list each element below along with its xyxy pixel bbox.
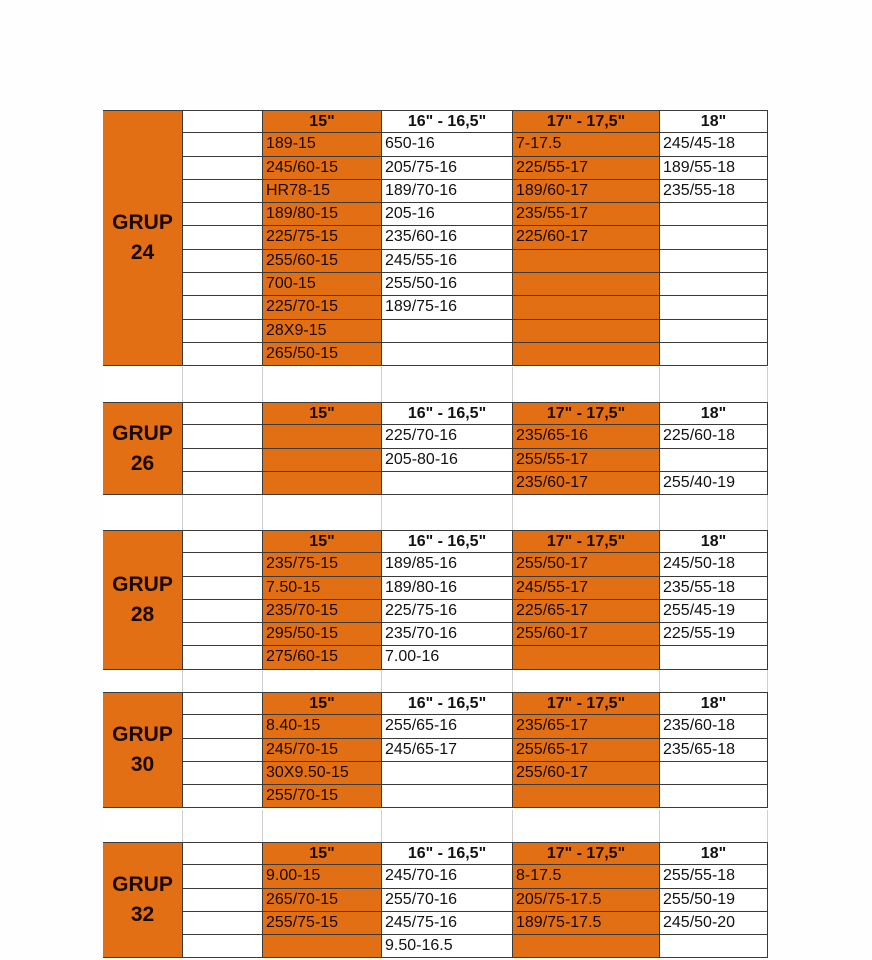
tire-size-cell bbox=[382, 762, 513, 785]
column-header: 16" - 16,5" bbox=[382, 692, 513, 715]
tire-size-cell: 7-17.5 bbox=[513, 133, 660, 156]
column-header: 18" bbox=[660, 692, 768, 715]
column-header: 15" bbox=[263, 530, 382, 553]
blank-cell bbox=[183, 157, 263, 180]
tire-size-cell bbox=[660, 320, 768, 343]
tire-size-cell: 7.50-15 bbox=[263, 577, 382, 600]
column-header: 18" bbox=[660, 530, 768, 553]
tire-size-cell: 255/75-15 bbox=[263, 912, 382, 935]
column-header: 16" - 16,5" bbox=[382, 530, 513, 553]
column-header: 17" - 17,5" bbox=[513, 110, 660, 133]
blank-cell bbox=[183, 785, 263, 808]
blank-cell bbox=[183, 226, 263, 249]
tire-size-cell: 275/60-15 bbox=[263, 646, 382, 669]
tire-size-cell bbox=[513, 250, 660, 273]
blank-cell bbox=[183, 425, 263, 448]
column-header: 16" - 16,5" bbox=[382, 110, 513, 133]
tire-size-cell: 235/60-18 bbox=[660, 715, 768, 738]
blank-cell bbox=[183, 577, 263, 600]
tire-size-cell bbox=[263, 425, 382, 448]
tire-size-cell: 225/75-15 bbox=[263, 226, 382, 249]
tire-size-cell: 265/50-15 bbox=[263, 343, 382, 366]
group-label-number: 26 bbox=[130, 451, 155, 475]
tire-size-cell bbox=[382, 343, 513, 366]
column-header: 17" - 17,5" bbox=[513, 530, 660, 553]
group-label-number: 28 bbox=[130, 602, 155, 626]
group-label bbox=[103, 402, 183, 495]
tire-size-cell bbox=[660, 785, 768, 808]
tire-size-cell: 205-16 bbox=[382, 203, 513, 226]
blank-cell bbox=[183, 472, 263, 495]
blank-cell bbox=[183, 553, 263, 576]
tire-size-cell: 225/70-15 bbox=[263, 296, 382, 319]
group-label-word: GRUP bbox=[112, 211, 173, 235]
tire-size-cell: 700-15 bbox=[263, 273, 382, 296]
tire-size-cell: 205/75-16 bbox=[382, 157, 513, 180]
tire-size-cell bbox=[513, 646, 660, 669]
blank-cell bbox=[183, 623, 263, 646]
tire-size-cell: 189/75-17.5 bbox=[513, 912, 660, 935]
spacer-row bbox=[103, 367, 768, 402]
tire-size-cell bbox=[513, 343, 660, 366]
tire-size-cell bbox=[513, 273, 660, 296]
tire-size-cell: 255/45-19 bbox=[660, 600, 768, 623]
column-header: 17" - 17,5" bbox=[513, 692, 660, 715]
group-label bbox=[103, 842, 183, 958]
tire-size-cell: 189/85-16 bbox=[382, 553, 513, 576]
tire-size-cell: 245/45-18 bbox=[660, 133, 768, 156]
blank-cell bbox=[183, 133, 263, 156]
column-header: 15" bbox=[263, 842, 382, 865]
group-label-word: GRUP bbox=[112, 421, 173, 445]
tire-size-cell: HR78-15 bbox=[263, 180, 382, 203]
column-header: 15" bbox=[263, 110, 382, 133]
column-header: 16" - 16,5" bbox=[382, 842, 513, 865]
blank-cell bbox=[183, 935, 263, 958]
spacer-cell bbox=[103, 495, 183, 530]
tire-size-cell: 225/60-17 bbox=[513, 226, 660, 249]
group-label-number: 32 bbox=[130, 903, 155, 927]
spacer-cell bbox=[513, 495, 660, 530]
tire-size-cell: 255/65-16 bbox=[382, 715, 513, 738]
spacer-cell bbox=[513, 670, 660, 692]
tire-size-cell bbox=[513, 785, 660, 808]
spacer-cell bbox=[183, 810, 263, 842]
tire-size-cell: 235/60-16 bbox=[382, 226, 513, 249]
blank-cell bbox=[183, 530, 263, 553]
tire-size-cell: 255/60-15 bbox=[263, 250, 382, 273]
column-header: 18" bbox=[660, 402, 768, 425]
spacer-row bbox=[103, 670, 768, 692]
group-label bbox=[103, 692, 183, 808]
tire-size-cell bbox=[660, 935, 768, 958]
column-header: 16" - 16,5" bbox=[382, 402, 513, 425]
tire-size-cell: 245/55-16 bbox=[382, 250, 513, 273]
tire-size-cell: 9.00-15 bbox=[263, 865, 382, 888]
tire-size-cell: 255/40-19 bbox=[660, 472, 768, 495]
tire-size-cell: 650-16 bbox=[382, 133, 513, 156]
blank-cell bbox=[183, 692, 263, 715]
spacer-cell bbox=[660, 495, 768, 530]
blank-cell bbox=[183, 715, 263, 738]
tire-size-cell: 225/70-16 bbox=[382, 425, 513, 448]
tire-size-cell: 255/50-16 bbox=[382, 273, 513, 296]
column-header: 18" bbox=[660, 110, 768, 133]
tire-size-cell: 235/65-18 bbox=[660, 739, 768, 762]
tire-size-cell: 255/70-16 bbox=[382, 889, 513, 912]
spacer-cell bbox=[103, 367, 183, 402]
spacer-cell bbox=[263, 670, 382, 692]
spacer-cell bbox=[382, 367, 513, 402]
blank-cell bbox=[183, 600, 263, 623]
tire-size-cell: 235/65-16 bbox=[513, 425, 660, 448]
tire-size-cell: 205/75-17.5 bbox=[513, 889, 660, 912]
blank-cell bbox=[183, 296, 263, 319]
tire-size-cell bbox=[660, 449, 768, 472]
spacer-cell bbox=[183, 367, 263, 402]
tire-size-cell: 225/55-17 bbox=[513, 157, 660, 180]
blank-cell bbox=[183, 343, 263, 366]
blank-cell bbox=[183, 449, 263, 472]
spacer-cell bbox=[660, 367, 768, 402]
group-block-1 bbox=[103, 402, 768, 495]
tire-size-cell: 225/55-19 bbox=[660, 623, 768, 646]
group-label-word: GRUP bbox=[112, 572, 173, 596]
tire-size-cell: 255/55-17 bbox=[513, 449, 660, 472]
tire-size-cell: 189/55-18 bbox=[660, 157, 768, 180]
tire-size-cell: 245/70-16 bbox=[382, 865, 513, 888]
blank-cell bbox=[183, 889, 263, 912]
tire-size-cell bbox=[660, 226, 768, 249]
tire-size-cell: 235/55-17 bbox=[513, 203, 660, 226]
tire-size-cell: 235/55-18 bbox=[660, 180, 768, 203]
column-header: 15" bbox=[263, 692, 382, 715]
tire-size-cell bbox=[660, 273, 768, 296]
spacer-cell bbox=[263, 810, 382, 842]
spacer-cell bbox=[382, 670, 513, 692]
tire-size-cell: 255/65-17 bbox=[513, 739, 660, 762]
blank-cell bbox=[183, 646, 263, 669]
tire-size-cell bbox=[382, 320, 513, 343]
spacer-cell bbox=[263, 367, 382, 402]
group-label-word: GRUP bbox=[112, 873, 173, 897]
tire-size-cell bbox=[382, 785, 513, 808]
tire-size-cell: 189/70-16 bbox=[382, 180, 513, 203]
tire-size-cell: 7.00-16 bbox=[382, 646, 513, 669]
tire-size-cell: 8.40-15 bbox=[263, 715, 382, 738]
tire-size-cell: 189/80-16 bbox=[382, 577, 513, 600]
tire-size-cell bbox=[513, 296, 660, 319]
spacer-cell bbox=[382, 495, 513, 530]
blank-cell bbox=[183, 865, 263, 888]
tire-size-cell bbox=[660, 646, 768, 669]
blank-cell bbox=[183, 273, 263, 296]
spacer-cell bbox=[103, 670, 183, 692]
tire-size-cell bbox=[660, 343, 768, 366]
tire-size-cell: 235/70-15 bbox=[263, 600, 382, 623]
tire-size-cell bbox=[263, 449, 382, 472]
tire-size-cell: 255/60-17 bbox=[513, 623, 660, 646]
tire-size-cell bbox=[513, 935, 660, 958]
blank-cell bbox=[183, 739, 263, 762]
spacer-cell bbox=[183, 670, 263, 692]
tire-size-cell: 189/75-16 bbox=[382, 296, 513, 319]
blank-cell bbox=[183, 912, 263, 935]
spacer-row bbox=[103, 495, 768, 530]
tire-size-cell: 295/50-15 bbox=[263, 623, 382, 646]
spacer-cell bbox=[263, 495, 382, 530]
spacer-cell bbox=[660, 670, 768, 692]
tire-size-cell: 255/50-17 bbox=[513, 553, 660, 576]
tire-size-cell: 235/65-17 bbox=[513, 715, 660, 738]
group-block-4 bbox=[103, 842, 768, 958]
group-label-number: 24 bbox=[130, 241, 155, 265]
blank-cell bbox=[183, 250, 263, 273]
spacer-cell bbox=[513, 367, 660, 402]
tire-size-cell: 189-15 bbox=[263, 133, 382, 156]
tire-size-cell: 245/55-17 bbox=[513, 577, 660, 600]
column-header: 18" bbox=[660, 842, 768, 865]
column-header: 15" bbox=[263, 402, 382, 425]
tire-size-cell bbox=[660, 203, 768, 226]
tire-size-cell bbox=[263, 935, 382, 958]
group-label-word: GRUP bbox=[112, 723, 173, 747]
tire-size-cell bbox=[263, 472, 382, 495]
group-label bbox=[103, 530, 183, 670]
group-label bbox=[103, 110, 183, 366]
tire-size-cell: 245/50-20 bbox=[660, 912, 768, 935]
column-header: 17" - 17,5" bbox=[513, 402, 660, 425]
tire-size-cell: 30X9.50-15 bbox=[263, 762, 382, 785]
tire-size-cell bbox=[660, 296, 768, 319]
tire-size-cell bbox=[660, 762, 768, 785]
group-block-3 bbox=[103, 692, 768, 808]
tire-size-cell: 255/70-15 bbox=[263, 785, 382, 808]
tire-size-cell: 225/65-17 bbox=[513, 600, 660, 623]
tire-size-cell: 265/70-15 bbox=[263, 889, 382, 912]
tire-size-cell: 235/70-16 bbox=[382, 623, 513, 646]
blank-cell bbox=[183, 203, 263, 226]
tire-size-cell: 205-80-16 bbox=[382, 449, 513, 472]
tire-size-cell: 235/55-18 bbox=[660, 577, 768, 600]
tire-size-cell bbox=[382, 472, 513, 495]
spacer-row bbox=[103, 810, 768, 842]
blank-cell bbox=[183, 402, 263, 425]
tire-size-table bbox=[103, 110, 768, 960]
spacer-cell bbox=[513, 810, 660, 842]
blank-cell bbox=[183, 842, 263, 865]
tire-size-cell: 255/60-17 bbox=[513, 762, 660, 785]
tire-size-cell: 245/65-17 bbox=[382, 739, 513, 762]
tire-size-cell: 245/70-15 bbox=[263, 739, 382, 762]
spacer-cell bbox=[660, 810, 768, 842]
tire-size-cell: 189/80-15 bbox=[263, 203, 382, 226]
tire-size-cell: 28X9-15 bbox=[263, 320, 382, 343]
tire-size-cell: 8-17.5 bbox=[513, 865, 660, 888]
blank-cell bbox=[183, 762, 263, 785]
tire-size-cell bbox=[660, 250, 768, 273]
tire-size-cell: 255/50-19 bbox=[660, 889, 768, 912]
spacer-cell bbox=[103, 810, 183, 842]
tire-size-cell: 225/60-18 bbox=[660, 425, 768, 448]
tire-size-cell: 255/55-18 bbox=[660, 865, 768, 888]
tire-size-cell: 245/50-18 bbox=[660, 553, 768, 576]
tire-size-cell: 189/60-17 bbox=[513, 180, 660, 203]
group-block-2 bbox=[103, 530, 768, 670]
tire-size-cell: 235/75-15 bbox=[263, 553, 382, 576]
tire-size-cell: 245/60-15 bbox=[263, 157, 382, 180]
group-block-0 bbox=[103, 110, 768, 366]
blank-cell bbox=[183, 320, 263, 343]
tire-size-cell bbox=[513, 320, 660, 343]
tire-size-cell: 235/60-17 bbox=[513, 472, 660, 495]
blank-cell bbox=[183, 110, 263, 133]
group-label-number: 30 bbox=[130, 753, 155, 777]
tire-size-cell: 225/75-16 bbox=[382, 600, 513, 623]
tire-size-cell: 245/75-16 bbox=[382, 912, 513, 935]
tire-size-cell: 9.50-16.5 bbox=[382, 935, 513, 958]
spacer-cell bbox=[382, 810, 513, 842]
spacer-cell bbox=[183, 495, 263, 530]
blank-cell bbox=[183, 180, 263, 203]
column-header: 17" - 17,5" bbox=[513, 842, 660, 865]
